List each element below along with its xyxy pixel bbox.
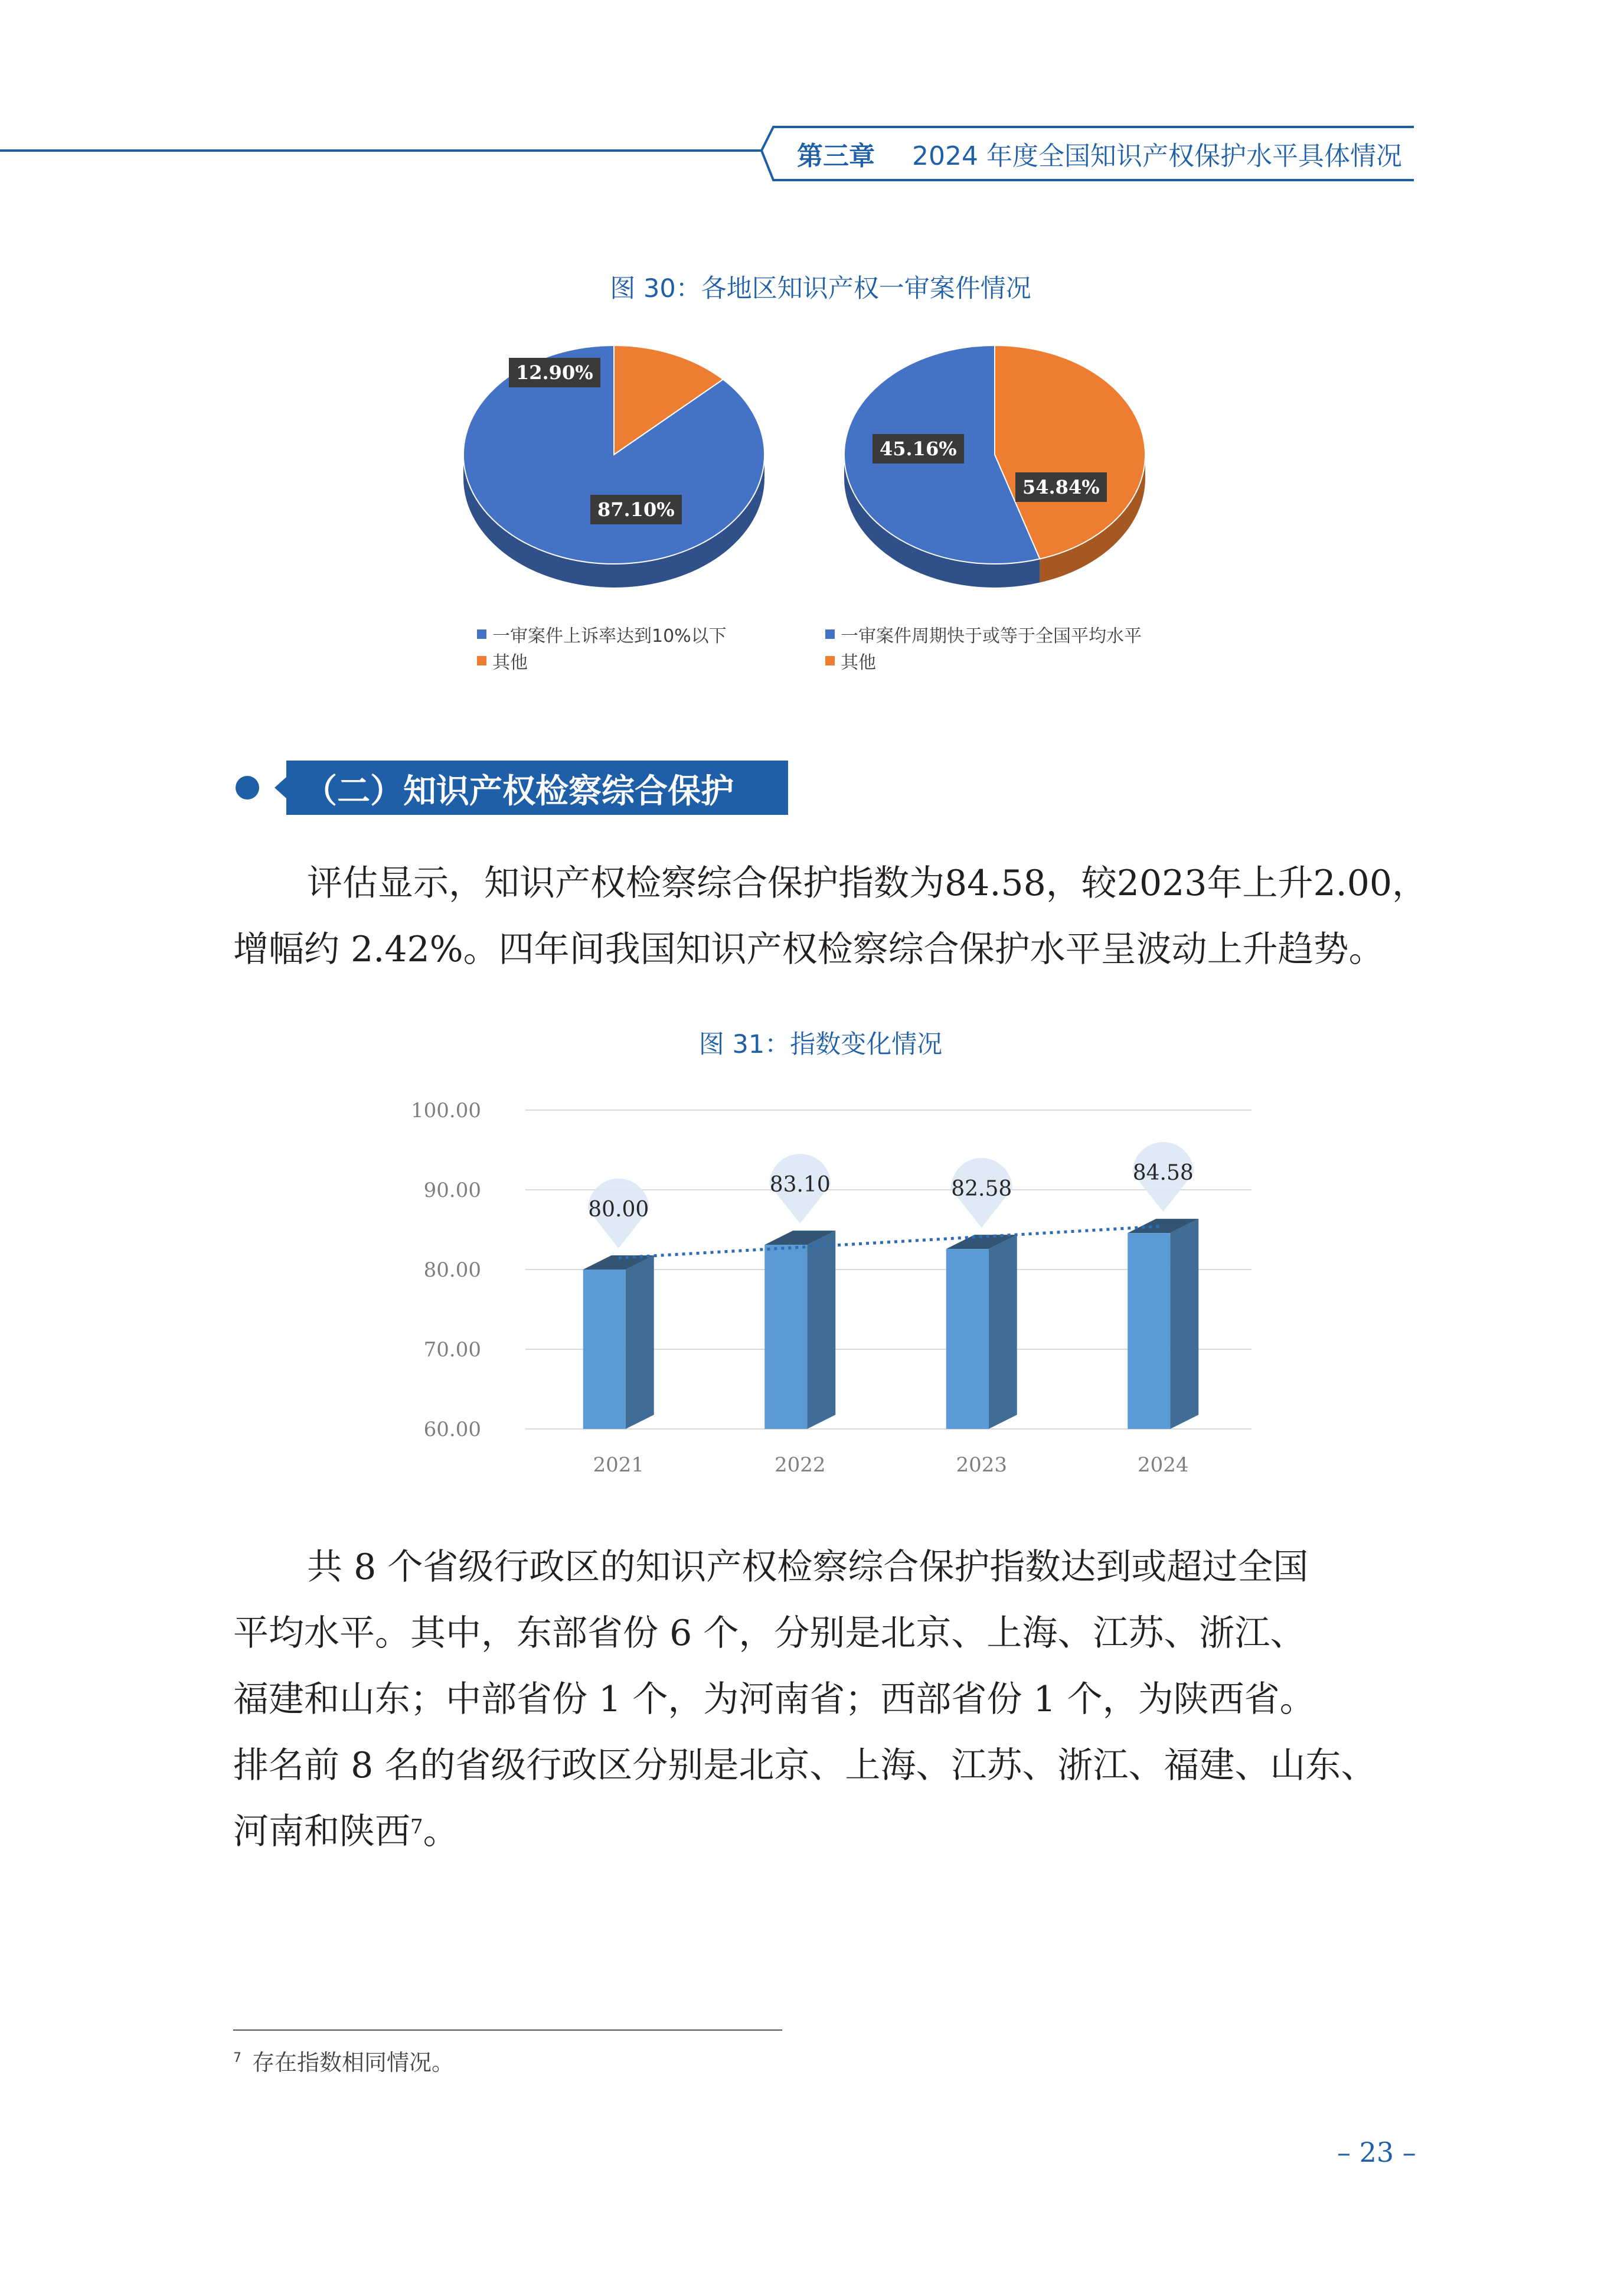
bar-2021 [583, 1270, 626, 1429]
trendline [619, 1226, 1164, 1258]
legend-right-main-label: 一审案件周期快于或等于全国平均水平 [841, 626, 1142, 647]
paragraph2-line3: 福建和山东；中部省份 1 个，为河南省；西部省份 1 个，为陕西省。 [233, 1679, 1315, 1720]
footnote-marker: 7 [233, 2051, 241, 2066]
legend-right-other [825, 648, 876, 674]
chapter-title: 2024 年度全国知识产权保护水平具体情况 [912, 141, 1402, 171]
legend-swatch-blue [477, 629, 486, 639]
paragraph2-line2: 平均水平。其中，东部省份 6 个，分别是北京、上海、江苏、浙江、 [233, 1613, 1306, 1654]
bar-chart [401, 1075, 1263, 1488]
footnote-text: 存在指数相同情况。 [252, 2050, 455, 2076]
y-tick-label: 100.00 [411, 1099, 481, 1122]
x-tick-label-2022: 2022 [774, 1453, 826, 1477]
x-tick-label-2024: 2024 [1137, 1453, 1189, 1477]
footnote-divider [233, 2029, 782, 2031]
section-title: （二）知识产权检察综合保护 [304, 772, 734, 811]
value-label-2022: 83.10 [769, 1173, 831, 1197]
paragraph2-end: 。 [423, 1811, 459, 1852]
bar-side-2021 [626, 1255, 654, 1429]
figure31-title: 图 31：指数变化情况 [698, 1030, 943, 1059]
pie-right-label-main: 54.84% [1015, 472, 1107, 502]
value-label-2023: 82.58 [951, 1177, 1012, 1202]
paragraph2-line5-text: 河南和陕西 [233, 1811, 410, 1852]
pie-right-label-other: 45.16% [873, 434, 964, 464]
chapter-label: 第三章 [797, 141, 875, 171]
legend-swatch-orange [825, 656, 835, 665]
bar-2022 [764, 1245, 807, 1429]
legend-left-main-label: 一审案件上诉率达到10%以下 [492, 626, 727, 647]
figure30-title: 图 30：各地区知识产权一审案件情况 [610, 274, 1031, 304]
bar-side-2022 [807, 1231, 835, 1429]
section-bullet-icon [233, 761, 289, 815]
paragraph2-line4: 排名前 8 名的省级行政区分别是北京、上海、江苏、浙江、福建、山东、 [233, 1745, 1377, 1786]
bar-side-2023 [989, 1235, 1017, 1429]
legend-swatch-blue [825, 629, 835, 639]
legend-left-main [477, 621, 727, 647]
legend-left-other [477, 648, 528, 674]
bar-2023 [946, 1249, 989, 1429]
x-tick-label-2021: 2021 [593, 1453, 645, 1477]
pie-chart-right [841, 337, 1172, 608]
bar-side-2024 [1170, 1219, 1198, 1429]
legend-right-main [825, 621, 1142, 647]
pie-left-label-other: 12.90% [509, 358, 600, 387]
legend-right-other-label: 其他 [841, 652, 876, 673]
value-label-2021: 80.00 [588, 1197, 649, 1222]
page-number: – 23 – [1337, 2136, 1416, 2168]
footnote [233, 2044, 454, 2077]
pie-left-label-main: 87.10% [590, 495, 682, 524]
paragraph1-line2: 增幅约 2.42%。四年间我国知识产权检察综合保护水平呈波动上升趋势。 [233, 929, 1384, 970]
footnote-ref[interactable]: 7 [410, 1815, 423, 1839]
bar-2024 [1128, 1233, 1170, 1429]
y-tick-label: 90.00 [423, 1179, 481, 1202]
value-label-2024: 84.58 [1132, 1161, 1194, 1186]
y-tick-label: 70.00 [423, 1338, 481, 1362]
paragraph2-line5 [233, 1799, 459, 1865]
y-tick-label: 80.00 [423, 1258, 481, 1282]
legend-left-other-label: 其他 [492, 652, 528, 673]
paragraph2-line1: 共 8 个省级行政区的知识产权检察综合保护指数达到或超过全国 [307, 1546, 1309, 1588]
y-tick-label: 60.00 [423, 1418, 481, 1441]
x-tick-label-2023: 2023 [956, 1453, 1008, 1477]
legend-swatch-orange [477, 656, 486, 665]
paragraph1-line1: 评估显示，知识产权检察综合保护指数为84.58，较2023年上升2.00， [307, 863, 1428, 904]
